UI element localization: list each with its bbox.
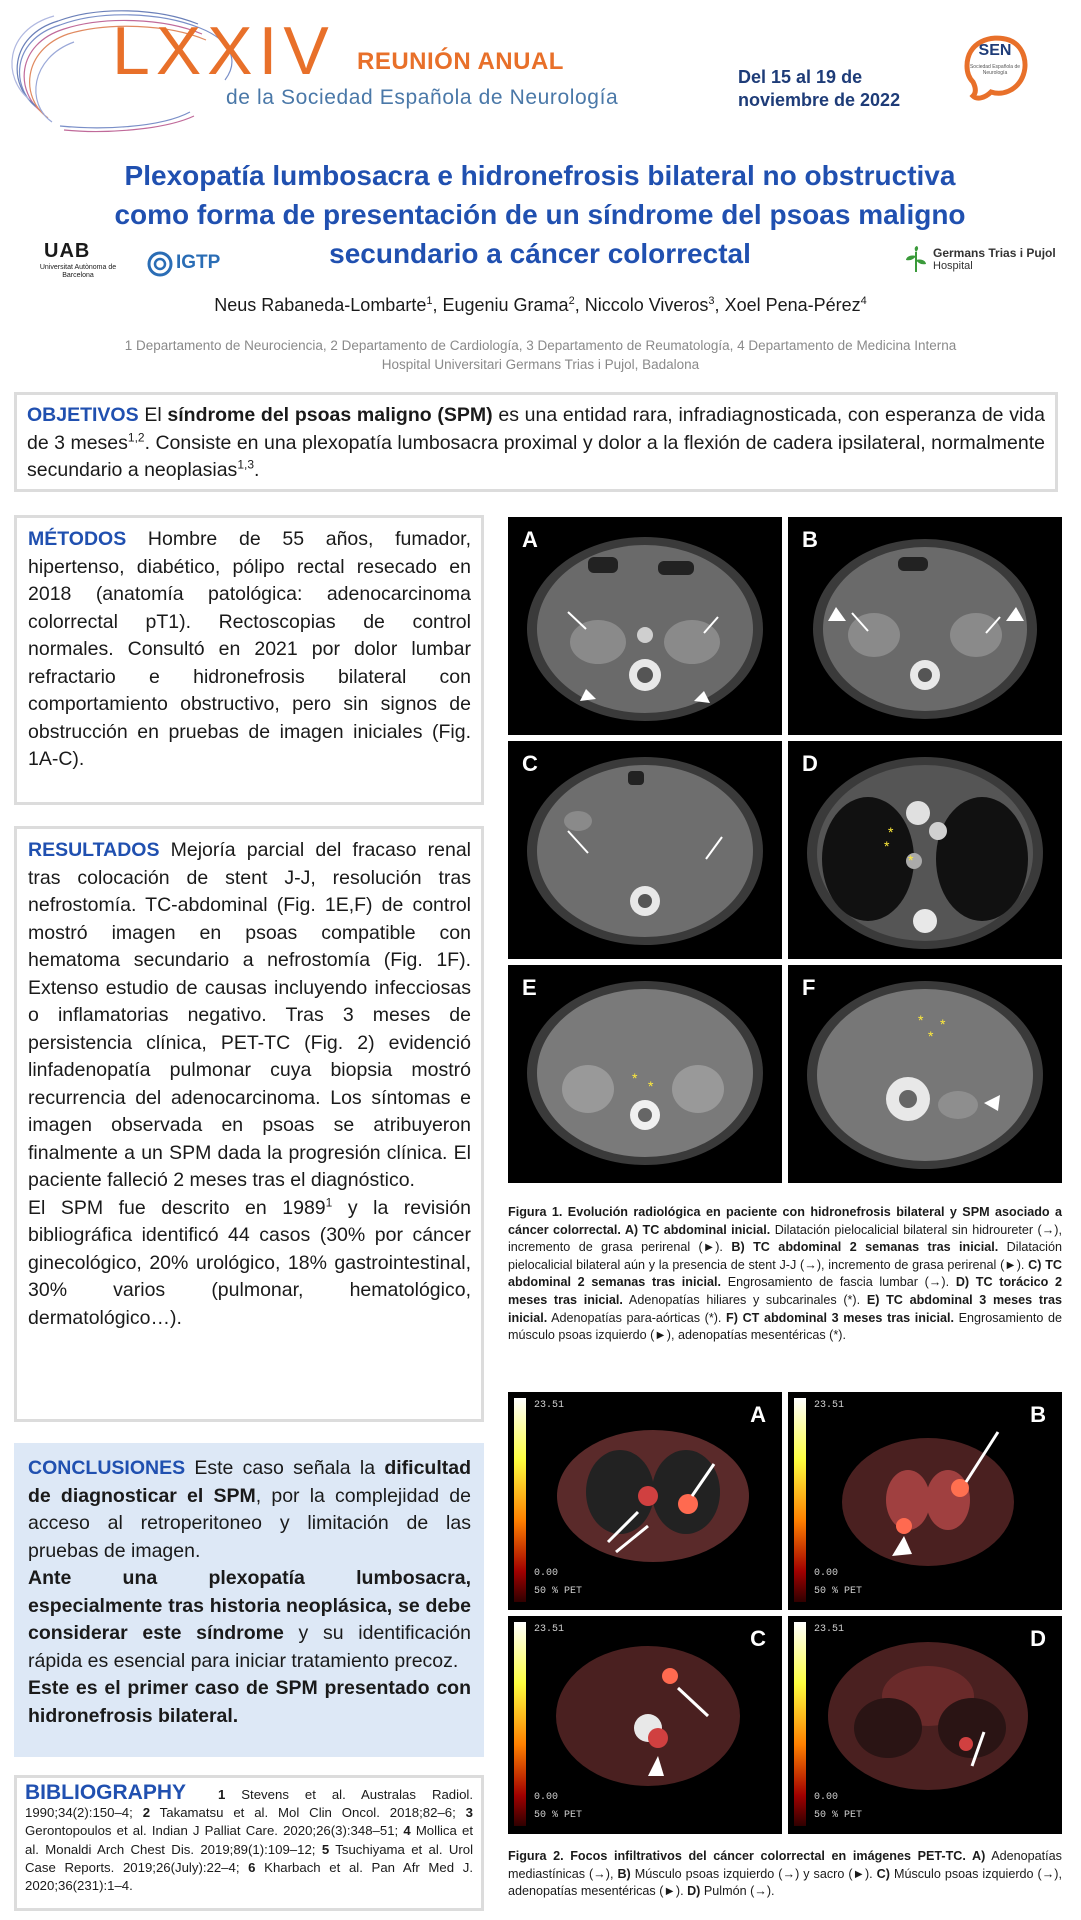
citation-sup: 1: [325, 1195, 333, 1209]
text-bold: Este es el primer caso de SPM presentado con hidronefrosis bilateral.: [28, 1677, 471, 1727]
ct-abdomen-image: [508, 517, 782, 735]
ref-number: 1: [217, 1787, 226, 1802]
header-banner: [0, 0, 1081, 135]
caption-bold: Figura 2. Focos infiltrativos del cáncer colorrectal en imágenes PET-TC. A): [508, 1849, 986, 1863]
ref-number: 4: [403, 1823, 411, 1839]
objetivos-heading: OBJETIVOS: [27, 404, 139, 426]
text-run: Hombre de 55 años, fumador, hipertenso, diabético, pólipo rectal resecado en 2018 (anatomía patológica: adenocarcinoma colorrectal pT1). Rectoscopias de control normales. Consultó en 2021 por dolor lumbar refractario e hidronefrosis bilateral con comportamiento obstructivo, pero sin signos de obstrucción en pruebas de imagen iniciales (Fig. 1A-C).: [28, 528, 471, 770]
caption-text: Adenopatías mediastínicas (→),: [508, 1849, 1062, 1881]
svg-text:*: *: [888, 824, 894, 840]
bibliography-section: [14, 1775, 484, 1911]
germans-trias-logo: [903, 246, 1063, 276]
caption-text: Engrosamiento de fascia lumbar (→).: [721, 1275, 956, 1290]
event-dates: [738, 66, 938, 112]
text-run: Mejoría parcial del fracaso renal tras colocación de stent J-J, resolución tras nefrostomía. TC-abdominal (Fig. 1E,F) de control mostró imagen en psoas compatible con hematoma secundario a nefrostomía (Fig. 1F). Extenso estudio de causas incluyendo infecciosas o inflamatorias negativo. Tras 3 meses de persistencia clínica, PET-TC (Fig. 2) evidenció linfadenopatía pulmonar cuya biopsia mostró recurrencia del adenocarcinoma. Los síntomas e imagen observada en psoas se atribuyeron finalmente a un SPM dada la progresión clínica. El paciente falleció 2 meses tras el diagnóstico.: [28, 839, 471, 1191]
conclusiones-paragraph-2: [28, 1565, 471, 1675]
bibliography-heading: BIBLIOGRAPHY: [25, 1781, 187, 1804]
caption-text: Pulmón (→).: [700, 1884, 775, 1899]
pet-panel-d: [788, 1616, 1062, 1834]
svg-text:*: *: [908, 852, 914, 868]
ct-panel-e: [508, 965, 782, 1183]
conclusiones-section: [14, 1443, 484, 1757]
pet-color-scale: [794, 1622, 806, 1826]
pet-scale-max: 23.51: [534, 1624, 565, 1635]
ct-panel-a: [508, 517, 782, 735]
figure-1-caption: [508, 1204, 1062, 1345]
panel-label: D: [1030, 1626, 1046, 1651]
affiliations-line-2: Hospital Universitari Germans Trias i Pujol, Badalona: [381, 357, 700, 372]
panel-label: E: [522, 975, 537, 1000]
pet-scale-label: 50 % PET: [814, 1810, 863, 1821]
ref-number: 5: [321, 1841, 330, 1857]
pet-scale-min: 0.00: [814, 1792, 839, 1803]
ct-panel-d: [788, 741, 1062, 959]
ref-text: Takamatsu et al. Mol Clin Oncol. 2018;82–6;: [150, 1805, 466, 1821]
ref-text: Tsuchiyama et al. Urol Case Reports. 2019;26(July):22–4;: [25, 1841, 473, 1875]
ct-thorax-image: [788, 741, 1062, 959]
ref-text: Stevens et al. Australas Radiol. 1990;34(2):150–4;: [25, 1787, 473, 1821]
panel-label: C: [750, 1626, 766, 1651]
dates-line-2: noviembre de 2022: [738, 90, 901, 110]
text-bold: dificultad de diagnosticar el SPM: [28, 1457, 471, 1507]
panel-label: B: [802, 527, 818, 552]
edition-roman-numeral: LXXIV: [112, 13, 335, 89]
bibliography-text: [25, 1781, 474, 1895]
pet-scale-max: 23.51: [814, 1624, 845, 1635]
caption-text: Engrosamiento de músculo psoas izquierdo (►), adenopatías mesentéricas (*).: [508, 1310, 1062, 1343]
caption-bold: F) CT abdominal 3 meses tras inicial.: [726, 1310, 955, 1325]
ref-number: 6: [248, 1859, 256, 1875]
igtp-swirl-icon: [146, 250, 174, 278]
pet-scale-max: 23.51: [814, 1400, 845, 1411]
text-run: Este caso señala la: [185, 1457, 385, 1479]
metodos-text: [28, 526, 471, 774]
caption-text: Dilatación pielocalicial bilateral aún y la presencia de stent J-J (→), incremento de grasa perirenal (►).: [508, 1240, 1062, 1272]
pet-color-scale: [514, 1622, 526, 1826]
text-run: El: [138, 404, 168, 426]
text-run: El SPM fue descrito en 1989: [28, 1196, 326, 1219]
author-name: Niccolo Viveros: [584, 295, 709, 315]
ref-text: Gerontopoulos et al. Indian J Palliat Care. 2020;26(3):348–51;: [25, 1823, 404, 1839]
panel-label: B: [1030, 1402, 1046, 1427]
author-name: Eugeniu Grama: [442, 295, 569, 315]
reunion-anual-label: REUNIÓN ANUAL: [357, 48, 564, 75]
pet-panel-c: [508, 1616, 782, 1834]
caption-text: Dilatación pielocalicial bilateral sin hidroureter (→), incremento de grasa perirenal (►).: [508, 1222, 1062, 1255]
ref-number: 3: [465, 1805, 474, 1821]
figure-1-ct-grid: [508, 517, 1062, 1187]
text-run: y la revisión bibliográfica identificó 44 casos (30% por cáncer ginecológico, 20% urológico, 18% gastrointestinal, 30% varios (pulmonar, hematológico, dermatológico…).: [28, 1196, 472, 1329]
author-affil-sup: 1: [426, 295, 433, 307]
pet-panel-a: [508, 1392, 782, 1610]
pet-scale-label: 50 % PET: [534, 1810, 583, 1821]
ref-text: Mollica et al. Monaldi Arch Chest Dis. 2019;89(1):109–12;: [25, 1823, 473, 1857]
uab-logo-mark: UAB: [44, 240, 91, 262]
conclusiones-paragraph-3: [28, 1675, 471, 1730]
title-line-1: Plexopatía lumbosacra e hidronefrosis bilateral no obstructiva: [124, 160, 956, 191]
metodos-section: [14, 515, 484, 805]
resultados-heading: RESULTADOS: [28, 839, 160, 861]
author-affil-sup: 3: [708, 295, 715, 307]
pet-color-scale: [514, 1398, 526, 1602]
conclusiones-text: [28, 1455, 471, 1565]
dates-line-1: Del 15 al 19 de: [738, 67, 863, 87]
pet-color-scale: [794, 1398, 806, 1602]
author-name: Neus Rabaneda-Lombarte: [214, 295, 427, 315]
text-bold: Ante una plexopatía lumbosacra, especialmente tras historia neoplásica, se debe considerar este síndrome: [28, 1567, 471, 1644]
igtp-logo: [146, 250, 242, 280]
svg-text:*: *: [884, 838, 890, 854]
resultados-paragraph-2: [28, 1195, 471, 1333]
caption-text: Músculo psoas izquierdo (→), adenopatías mesentéricas (►).: [508, 1866, 1062, 1899]
author-affil-sup: 4: [860, 295, 867, 307]
uab-logo: [38, 240, 118, 280]
caption-bold: Figura 1. Evolución radiológica en paciente con hidronefrosis bilateral y SPM asociado a cáncer colorrectal. A) TC abdominal inicial.: [508, 1205, 1062, 1237]
text-bold: síndrome del psoas maligno (SPM): [167, 404, 493, 426]
text-run: y su identificación rápida es esencial para iniciar tratamiento precoz.: [28, 1622, 471, 1672]
text-run: , por la complejidad de acceso al retroperitoneo y limitación de las pruebas de imagen.: [28, 1484, 471, 1562]
sen-logo-text: SEN: [978, 42, 1012, 59]
panel-label: F: [802, 975, 816, 1000]
title-line-3: secundario a cáncer colorrectal: [329, 238, 751, 269]
svg-text:*: *: [940, 1016, 946, 1032]
citation-sup: 1,3: [237, 457, 254, 472]
caption-bold: B) TC abdominal 2 semanas tras inicial.: [731, 1240, 999, 1255]
svg-text:*: *: [648, 1078, 654, 1094]
society-name: de la Sociedad Española de Neurología: [226, 86, 619, 109]
resultados-section: [14, 826, 484, 1422]
caption-bold: D): [687, 1884, 701, 1899]
igtp-logo-text: IGTP: [176, 252, 221, 273]
caption-text: Adenopatías hiliares y subcarinales (*).: [622, 1292, 867, 1307]
title-line-2: como forma de presentación de un síndrome del psoas maligno: [114, 199, 966, 230]
pet-scale-min: 0.00: [814, 1568, 839, 1579]
pet-scale-label: 50 % PET: [814, 1586, 863, 1597]
gtp-logo-name: Germans Trias i Pujol: [933, 246, 1056, 260]
author-list: Neus Rabaneda-Lombarte$^1$, Eugeniu Grama$^2$, Niccolo Viveros$^3$, Xoel Pena-Pérez$^4$: [214, 295, 867, 315]
uab-logo-subtitle: Universitat Autònoma de Barcelona: [39, 264, 117, 279]
ct-panel-f: [788, 965, 1062, 1183]
citation-sup: 1,2: [127, 430, 145, 444]
resultados-text: [28, 837, 471, 1195]
svg-text:*: *: [918, 1012, 924, 1028]
text-run: es una entidad rara, infradiagnosticada, con esperanza de vida de 3 meses: [27, 404, 1045, 454]
affiliations: [0, 336, 1081, 374]
ct-panel-b: [788, 517, 1062, 735]
leaf-icon: [903, 246, 929, 274]
panel-label: A: [750, 1402, 766, 1427]
pet-scale-label: 50 % PET: [534, 1586, 583, 1597]
author-affil-sup: 2: [568, 295, 575, 307]
panel-label: D: [802, 751, 818, 776]
ct-panel-c: [508, 741, 782, 959]
conclusiones-heading: CONCLUSIONES: [28, 1457, 186, 1479]
ct-abdomen-image: [788, 965, 1062, 1183]
text-run: .: [254, 459, 260, 481]
caption-bold: C): [876, 1866, 890, 1881]
objetivos-section: [14, 392, 1058, 492]
caption-bold: D) TC torácico 2 meses tras inicial.: [508, 1275, 1062, 1307]
caption-text: Músculo psoas izquierdo (→) y sacro (►).: [630, 1866, 877, 1881]
metodos-heading: MÉTODOS: [28, 528, 127, 550]
pet-scale-min: 0.00: [534, 1792, 559, 1803]
gtp-logo-sub: Hospital: [933, 260, 973, 272]
panel-label: A: [522, 527, 538, 552]
sen-logo-subtitle: Sociedad Española de Neurología: [969, 64, 1021, 76]
affiliations-line-1: 1 Departamento de Neurociencia, 2 Departamento de Cardiología, 3 Departamento de Reumatología, 4 Departamento de Medicina Interna: [124, 338, 957, 353]
objetivos-text: [27, 402, 1045, 485]
ct-abdomen-image: [508, 965, 782, 1183]
pet-panel-b: [788, 1392, 1062, 1610]
ref-number: 2: [142, 1805, 151, 1821]
panel-label: C: [522, 751, 538, 776]
pet-scale-max: 23.51: [534, 1400, 565, 1411]
ref-text: Kharbach et al. Pan Afr Med J. 2020;36(231):1–4.: [25, 1859, 473, 1894]
text-run: . Consiste en una plexopatía lumbosacra proximal y dolor a la flexión de cadera ipsilateral, normalmente secundario a neoplasias: [27, 431, 1045, 481]
pet-scale-min: 0.00: [534, 1568, 559, 1579]
svg-text:*: *: [632, 1070, 638, 1086]
ct-abdomen-image: [788, 517, 1062, 735]
caption-bold: E) TC abdominal 3 meses tras inicial.: [508, 1292, 1062, 1325]
figure-2-caption: [508, 1848, 1062, 1901]
figure-2-pet-grid: [508, 1392, 1062, 1836]
author-name: Xoel Pena-Pérez: [724, 295, 861, 315]
svg-text:*: *: [928, 1028, 934, 1044]
caption-bold: B): [617, 1866, 631, 1881]
ct-abdomen-image: [508, 741, 782, 959]
caption-bold: C) TC abdominal 2 semanas tras inicial.: [508, 1257, 1062, 1290]
caption-text: Adenopatías para-aórticas (*).: [547, 1310, 727, 1325]
